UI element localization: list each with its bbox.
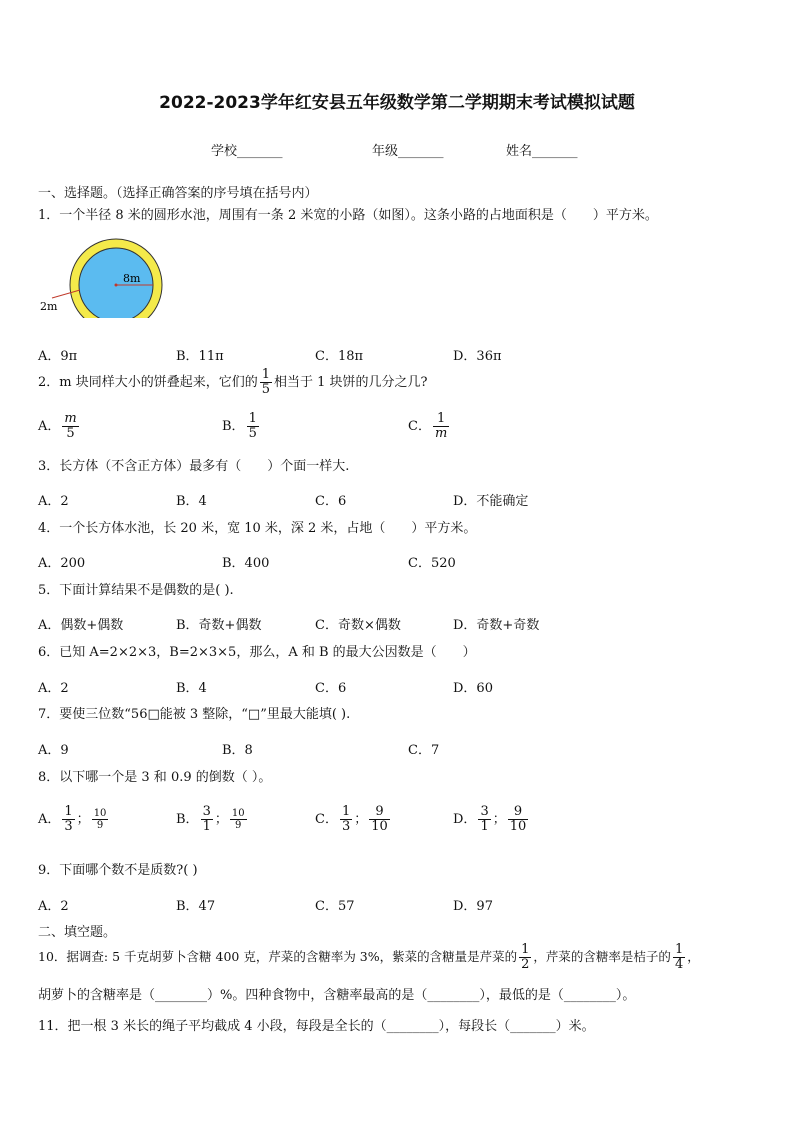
question-2	[38, 368, 428, 397]
q2-frac-num: 1	[261, 367, 271, 382]
q8-d-d1: 1	[480, 819, 489, 834]
q8-a-label: A．	[38, 812, 61, 827]
q2-c-den: m	[434, 426, 448, 441]
radius-label: 8m	[123, 272, 141, 285]
question-7: 7．要使三位数“56□能被 3 整除，“□”里最大能填( ).	[38, 707, 351, 722]
q4-option-c[interactable]: C．520	[408, 556, 456, 571]
q1-option-b[interactable]: B．11π	[176, 349, 224, 364]
q8-c-frac1	[340, 805, 352, 834]
q7-option-a[interactable]: A．9	[38, 743, 69, 758]
q8-d-frac1	[478, 805, 490, 834]
width-label: 2m	[40, 300, 58, 313]
q9-option-d[interactable]: D．97	[453, 899, 493, 914]
q2-frac-den: 5	[261, 382, 271, 397]
q2-b-den: 5	[248, 426, 257, 441]
q8-b-frac1	[201, 805, 213, 834]
q5-option-b[interactable]: B．奇数+偶数	[176, 618, 262, 633]
question-6: 6．已知 A=2×2×3，B=2×3×5，那么，A 和 B 的最大公因数是（ ）	[38, 645, 476, 660]
q8-b-d1: 1	[202, 819, 211, 834]
question-4: 4．一个长方体水池，长 20 米，宽 10 米，深 2 米，占地（ ）平方米。	[38, 521, 477, 536]
q2-a-label: A．	[38, 419, 61, 434]
q2-b-fraction	[247, 412, 259, 441]
question-3: 3．长方体（不含正方体）最多有（ ）个面一样大.	[38, 459, 350, 474]
q3-option-a[interactable]: A．2	[38, 494, 69, 509]
question-8: 8．以下哪一个是 3 和 0.9 的倒数（ ）。	[38, 770, 272, 785]
q2-c-label: C．	[408, 419, 431, 434]
q8-c-d1: 3	[341, 819, 351, 834]
q10-f1-num: 1	[521, 942, 530, 957]
q8-c-sep: ；	[354, 812, 368, 827]
q8-a-frac2	[92, 808, 109, 831]
q10-f2-num: 1	[674, 942, 684, 957]
school-field[interactable]: 学校_______	[211, 144, 283, 159]
q10-frac2	[673, 943, 685, 972]
q9-option-c[interactable]: C．57	[315, 899, 355, 914]
q2-b-num: 1	[248, 411, 257, 426]
q8-option-b[interactable]	[176, 805, 249, 834]
q8-c-n1: 1	[341, 804, 351, 819]
pool-figure	[38, 238, 168, 318]
pool-circle	[79, 248, 153, 318]
page-title: 2022-2023学年红安县五年级数学第二学期期末考试模拟试题	[159, 93, 635, 113]
grade-field[interactable]: 年级_______	[372, 144, 444, 159]
q1-option-a[interactable]: A．9π	[38, 349, 78, 364]
q10-text-end: ，	[687, 949, 700, 964]
question-10-line2[interactable]: 胡萝卜的含糖率是（________）%。四种食物中，含糖率最高的是（________），最低的是（________）。	[38, 988, 636, 1003]
q2-text-post: 相当于 1 块饼的几分之几?	[274, 375, 428, 390]
question-1: 1．一个半径 8 米的圆形水池，周围有一条 2 米宽的小路（如图）。这条小路的占地面积是（ ）平方米。	[38, 208, 658, 223]
q3-option-d[interactable]: D．不能确定	[453, 494, 529, 509]
q1-option-d[interactable]: D．36π	[453, 349, 502, 364]
q10-f2-den: 4	[674, 957, 684, 972]
question-10	[38, 943, 700, 972]
q7-option-b[interactable]: B．8	[222, 743, 253, 758]
q8-option-c[interactable]	[315, 805, 392, 834]
q10-f1-den: 2	[521, 957, 530, 972]
q8-a-d1: 3	[64, 819, 73, 834]
q8-c-n2: 9	[369, 805, 390, 820]
q4-option-b[interactable]: B．400	[222, 556, 270, 571]
q2-a-num: m	[64, 411, 77, 426]
q8-a-d2: 9	[96, 820, 104, 831]
q9-option-a[interactable]: A．2	[38, 899, 69, 914]
q8-d-n1: 3	[480, 804, 489, 819]
q8-option-d[interactable]	[453, 805, 530, 834]
q2-fraction	[260, 368, 272, 397]
q2-c-num: 1	[433, 412, 449, 427]
q5-option-d[interactable]: D．奇数+奇数	[453, 618, 540, 633]
q8-a-n1: 1	[64, 804, 73, 819]
q10-text-pre: 10．据调查: 5 千克胡萝卜含糖 400 克，芹菜的含糖率为 3%，紫菜的含糖量是芹菜的	[38, 949, 518, 964]
q2-option-b[interactable]	[222, 412, 261, 441]
q10-text-mid: ，芹菜的含糖率是桔子的	[533, 949, 671, 964]
q8-d-d2: 10	[509, 819, 527, 834]
q8-b-d2: 9	[235, 820, 242, 831]
q2-option-a[interactable]	[38, 412, 81, 441]
q8-b-sep: ；	[214, 812, 228, 827]
q8-c-frac2	[369, 805, 390, 834]
q2-text-pre: 2．m 块同样大小的饼叠起来，它们的	[38, 375, 258, 390]
section-choice-heading: 一、选择题。（选择正确答案的序号填在括号内）	[38, 186, 318, 201]
q8-c-label: C．	[315, 812, 338, 827]
q1-option-c[interactable]: C．18π	[315, 349, 364, 364]
q7-option-c[interactable]: C．7	[408, 743, 440, 758]
q8-a-sep: ；	[76, 812, 90, 827]
q5-option-a[interactable]: A．偶数+偶数	[38, 618, 124, 633]
q8-b-label: B．	[176, 812, 199, 827]
q10-frac1	[519, 943, 531, 972]
q9-option-b[interactable]: B．47	[176, 899, 216, 914]
q5-option-c[interactable]: C．奇数×偶数	[315, 618, 401, 633]
q8-c-d2: 10	[371, 819, 388, 834]
q8-d-sep: ；	[492, 812, 506, 827]
question-11[interactable]: 11．把一根 3 米长的绳子平均截成 4 小段，每段是全长的（________），每段长（_______）米。	[38, 1019, 595, 1034]
question-5: 5．下面计算结果不是偶数的是( ).	[38, 583, 234, 598]
section-fill-heading: 二、填空题。	[38, 925, 117, 940]
q8-b-frac2	[230, 808, 247, 831]
q2-option-c[interactable]	[408, 412, 451, 441]
name-field[interactable]: 姓名_______	[506, 144, 578, 159]
q8-a-frac1	[62, 805, 74, 834]
q8-b-n2: 10	[231, 808, 245, 819]
q3-option-c[interactable]: C．6	[315, 494, 347, 509]
question-9: 9．下面哪个数不是质数?( )	[38, 863, 198, 878]
q3-option-b[interactable]: B．4	[176, 494, 207, 509]
q8-d-frac2	[508, 805, 529, 834]
q6-option-a[interactable]: A．2	[38, 681, 69, 696]
q8-d-n2: 9	[508, 805, 529, 820]
q2-a-den: 5	[66, 426, 75, 441]
q4-option-a[interactable]: A．200	[38, 556, 86, 571]
center-dot	[115, 284, 118, 287]
q8-a-n2: 10	[93, 808, 107, 819]
q2-a-fraction	[62, 412, 78, 441]
q6-option-c[interactable]: C．6	[315, 681, 347, 696]
q6-option-b[interactable]: B．4	[176, 681, 207, 696]
q8-option-a[interactable]	[38, 805, 110, 834]
q2-c-fraction	[433, 412, 449, 441]
q8-d-label: D．	[453, 812, 477, 827]
q2-b-label: B．	[222, 419, 245, 434]
q6-option-d[interactable]: D．60	[453, 681, 493, 696]
q8-b-n1: 3	[202, 804, 211, 819]
